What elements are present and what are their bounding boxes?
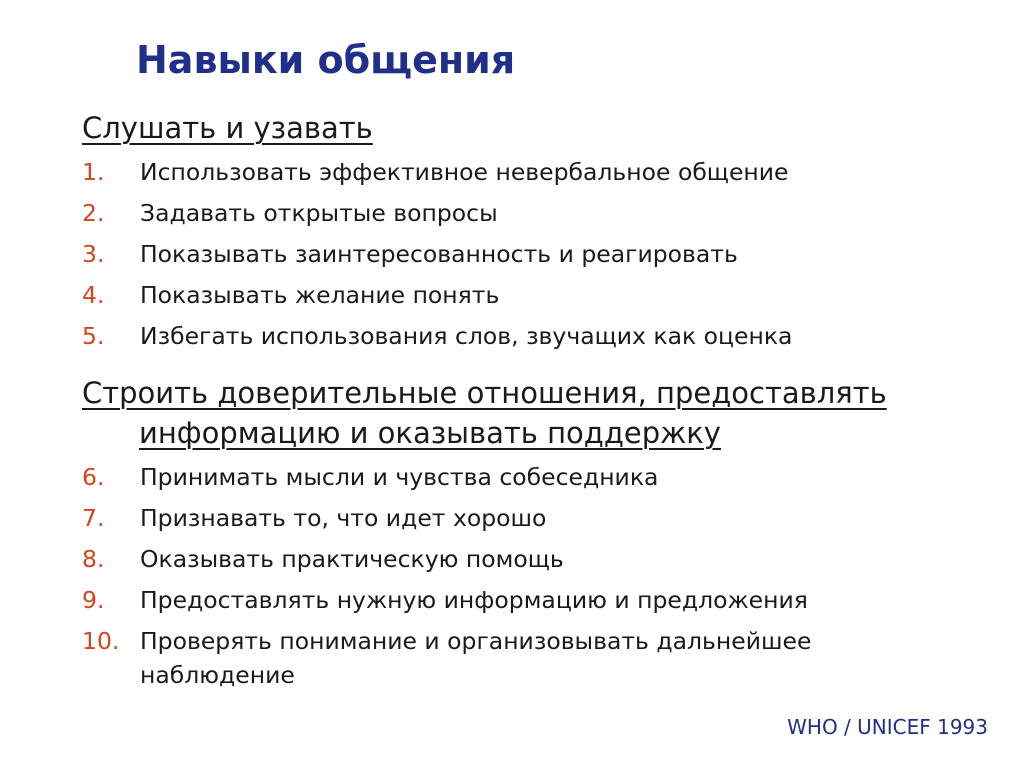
section-heading-trust [82,373,887,453]
slide-title: Навыки общения [136,38,516,82]
item-text: Показывать желание понять [140,281,500,309]
citation: WHO / UNICEF 1993 [787,715,988,739]
item-text: Предоставлять нужную информацию и предложения [140,586,808,614]
item-text: Использовать эффективное невербальное общение [140,158,789,186]
item-number: 10. [82,627,120,655]
item-text: Проверять понимание и организовывать дальнейшее наблюдение [140,627,812,689]
section-heading-line1: Строить доверительные отношения, предоставлять [82,376,887,410]
section-heading-line2: информацию и оказывать поддержку [139,416,721,450]
item-number: 3. [82,240,105,268]
item-number: 5. [82,322,105,350]
item-number: 9. [82,586,105,614]
item-text: Задавать открытые вопросы [140,199,498,227]
item-text: Показывать заинтересованность и реагировать [140,240,738,268]
item-text: Принимать мысли и чувства собеседника [140,463,659,491]
item-number: 2. [82,199,105,227]
item-number: 4. [82,281,105,309]
item-number: 7. [82,504,105,532]
item-number: 1. [82,158,105,186]
item-text: Оказывать практическую помощь [140,545,564,573]
section-heading-listening: Слушать и узавать [82,111,373,145]
item-number: 8. [82,545,105,573]
item-text: Избегать использования слов, звучащих как оценка [140,322,793,350]
item-number: 6. [82,463,105,491]
item-text: Признавать то, что идет хорошо [140,504,547,532]
